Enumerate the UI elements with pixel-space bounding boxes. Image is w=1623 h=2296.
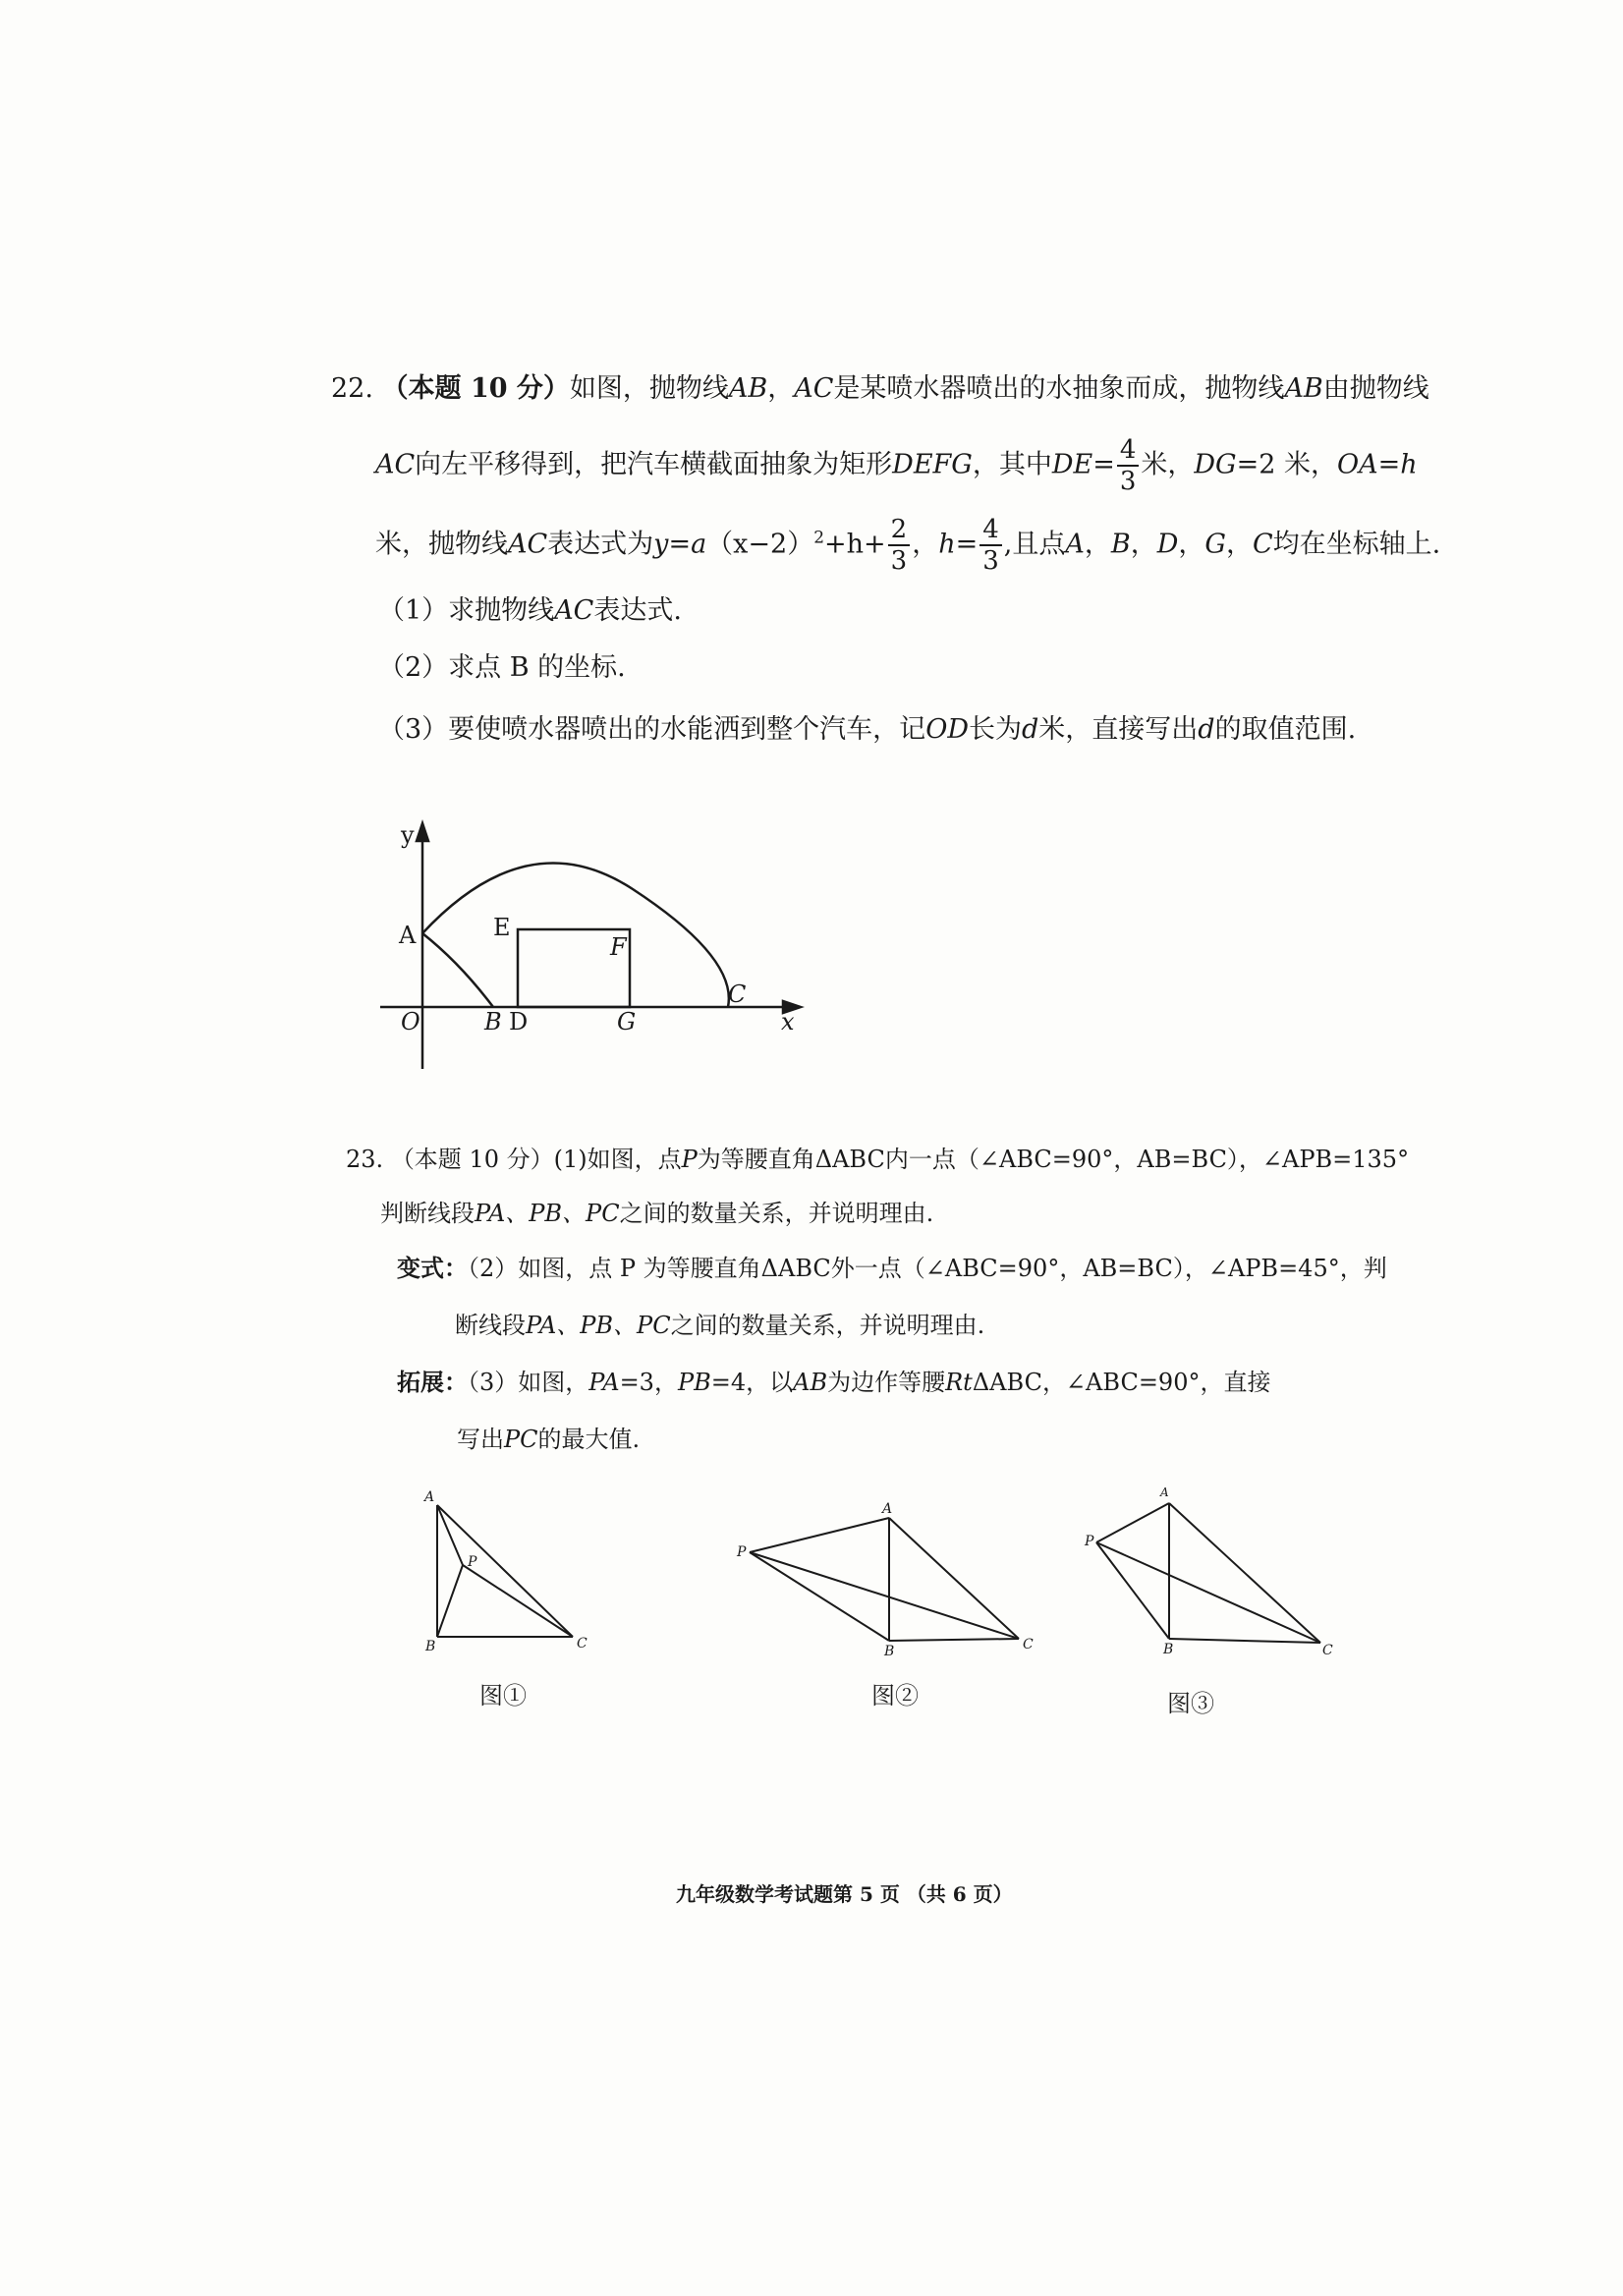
- fig2-label-b: B: [884, 1644, 895, 1659]
- fraction-2-3: $\frac{2}{3}$: [888, 517, 911, 574]
- q23-figure-2: [750, 1518, 1019, 1641]
- label-y: y: [401, 821, 415, 849]
- fig3-label-p: P: [1085, 1534, 1094, 1549]
- q22-part-3: （3）要使喷水器喷出的水能洒到整个汽车，记OD长为d米，直接写出d的取值范围.: [378, 714, 1357, 745]
- fig2-caption: 图②: [871, 1682, 919, 1709]
- fig3-label-b: B: [1163, 1642, 1174, 1657]
- fig1-label-p: P: [468, 1554, 477, 1570]
- q22-line-1: 22. （本题 10 分）如图，抛物线AB，AC是某喷水器喷出的水抽象而成，抛物线AB由抛物线: [331, 373, 1429, 404]
- fig1-label-b: B: [425, 1639, 436, 1654]
- label-x: x: [781, 1008, 795, 1036]
- label-f: F: [610, 933, 627, 961]
- fig1-caption: 图①: [479, 1682, 527, 1709]
- q22-line-3: 米，抛物线AC表达式为$y=a(x-2)^2+h+$ $\frac{2}{3}$ ，h= $\frac{4}{3}$ ,且点A，B，D，G，C均在坐标轴上.: [375, 515, 1441, 576]
- label-b: B: [484, 1008, 502, 1036]
- q23-line-6: 写出PC的最大值.: [457, 1426, 641, 1453]
- q23-figure-1: [437, 1505, 573, 1637]
- label-e: E: [493, 914, 511, 941]
- q23-number: 23.: [346, 1146, 384, 1173]
- fig2-label-a: A: [882, 1501, 893, 1517]
- q22-score: （本题 10 分）: [381, 373, 570, 404]
- q23-figure-3: [1096, 1503, 1320, 1643]
- fig3-label-a: A: [1160, 1485, 1169, 1499]
- fig1-label-a: A: [424, 1489, 435, 1505]
- fig2-label-p: P: [737, 1544, 747, 1560]
- label-d: D: [509, 1008, 529, 1036]
- fig2-label-c: C: [1023, 1637, 1034, 1652]
- q22-part-1: （1）求抛物线AC表达式.: [378, 595, 682, 626]
- page-footer: 九年级数学考试题第 5 页 （共 6 页）: [676, 1882, 1013, 1906]
- q22-part-2: （2）求点 B 的坐标.: [378, 652, 626, 683]
- label-o: O: [401, 1008, 420, 1036]
- fig3-caption: 图③: [1167, 1690, 1214, 1717]
- q22-number: 22.: [331, 373, 373, 404]
- q23-line-3: 变式：（2）如图，点 P 为等腰直角ΔABC外一点（∠ABC=90°，AB=BC），∠APB=45°，判: [397, 1254, 1387, 1282]
- q23-line-1: 23. （本题 10 分）(1)如图，点P为等腰直角ΔABC内一点（∠ABC=90°，AB=BC），∠APB=135°: [346, 1146, 1410, 1173]
- q23-line-5: 拓展：（3）如图，PA=3，PB=4，以AB为边作等腰RtΔABC，∠ABC=90°，直接: [397, 1368, 1271, 1396]
- fraction-4-3: $\frac{4}{3}$: [979, 517, 1002, 574]
- label-g: G: [617, 1008, 637, 1036]
- q23-line-4: 断线段PA、PB、PC之间的数量关系，并说明理由.: [455, 1312, 985, 1339]
- fig1-label-c: C: [577, 1636, 588, 1652]
- q22-line-2: AC向左平移得到，把汽车横截面抽象为矩形DEFG，其中DE= $\frac{4}{3}$ 米，DG=2 米，OA=h: [375, 435, 1418, 496]
- fraction-de: $\frac{4}{3}$: [1117, 437, 1140, 494]
- label-c: C: [728, 980, 747, 1008]
- fig3-label-c: C: [1322, 1643, 1333, 1658]
- q23-line-2: 判断线段PA、PB、PC之间的数量关系，并说明理由.: [380, 1200, 934, 1227]
- label-a: A: [399, 922, 417, 949]
